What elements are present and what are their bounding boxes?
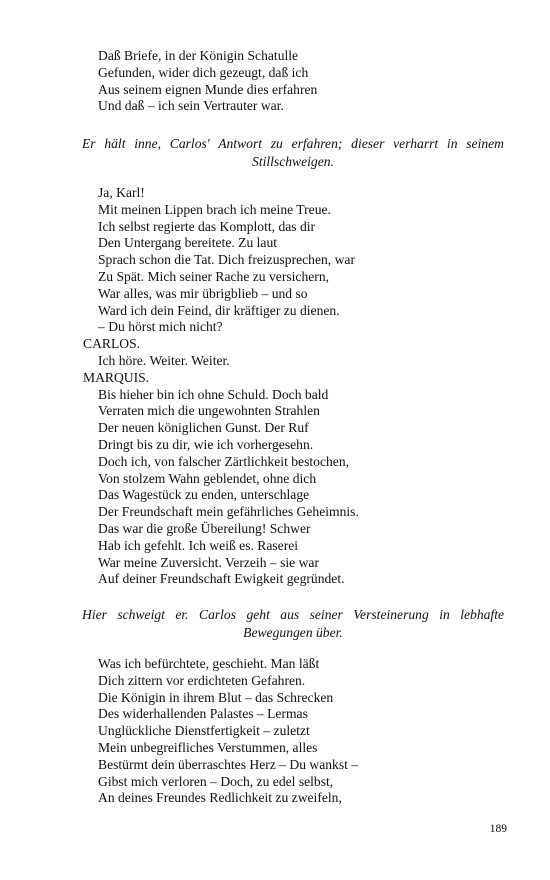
verse-line: Ich selbst regierte das Komplott, das dir — [98, 218, 316, 234]
verse-line: Zu Spät. Mich seiner Rache zu versichern, — [98, 268, 330, 284]
verse-line: Auf deiner Freundschaft Ewigkeit gegründet. — [98, 571, 345, 587]
verse-line: Der Freundschaft mein gefährliches Geheimnis. — [98, 504, 359, 520]
verse-line: – Du hörst mich nicht? — [98, 319, 223, 335]
verse-line: Ich höre. Weiter. Weiter. — [98, 352, 230, 368]
verse-block-3 — [0, 656, 550, 807]
verse-line: Mit meinen Lippen brach ich meine Treue. — [98, 201, 331, 217]
page-number: 189 — [489, 823, 507, 835]
speaker-marquis: MARQUIS. — [83, 369, 150, 385]
verse-line: Das Wagestück zu enden, unterschlage — [98, 487, 310, 503]
verse-line: Ward ich dein Feind, dir kräftiger zu dienen. — [98, 302, 340, 318]
speaker-carlos: CARLOS. — [83, 336, 141, 352]
verse-line: Von stolzem Wahn geblendet, ohne dich — [98, 470, 317, 486]
verse-line: Des widerhallenden Palastes – Lermas — [98, 706, 308, 722]
verse-line: Hab ich gefehlt. Ich weiß es. Raserei — [98, 537, 299, 553]
verse-line: War alles, was mir übrigblieb – und so — [98, 285, 308, 301]
stage-direction-2: Hier schweigt er. Carlos geht aus seiner Versteinerung in lebhafte Bewegungen über. — [82, 607, 504, 640]
verse-line: Mein unbegreifliches Verstummen, alles — [98, 739, 318, 755]
verse-line: Dich zittern vor erdichteten Gefahren. — [98, 672, 306, 688]
verse-line: Was ich befürchtete, geschieht. Man läßt — [98, 656, 320, 671]
verse-line: Ja, Karl! — [98, 185, 145, 200]
verse-line: Aus seinem eignen Munde dies erfahren — [98, 81, 318, 97]
verse-line: Den Untergang bereitete. Zu laut — [98, 235, 278, 251]
verse-block-1 — [0, 48, 550, 115]
verse-line: Gefunden, wider dich gezeugt, daß ich — [98, 64, 309, 80]
verse-line: Sprach schon die Tat. Dich freizusprechen, war — [98, 252, 355, 268]
verse-line: Doch ich, von falscher Zärtlichkeit bestochen, — [98, 453, 350, 469]
verse-block-2 — [0, 185, 550, 588]
verse-line: Gibst mich verloren – Doch, zu edel selbst, — [98, 773, 334, 789]
verse-line: Unglückliche Dienstfertigkeit – zuletzt — [98, 723, 310, 739]
verse-line: Bis hieher bin ich ohne Schuld. Doch bald — [98, 386, 329, 402]
verse-line: Daß Briefe, in der Königin Schatulle — [98, 48, 299, 63]
verse-line: An deines Freundes Redlichkeit zu zweifeln, — [98, 790, 342, 806]
verse-line: Das war die große Übereilung! Schwer — [98, 520, 311, 536]
stage-direction-1: Er hält inne, Carlos' Antwort zu erfahren; dieser verharrt in seinem Stillschweigen. — [82, 136, 504, 169]
verse-line: War meine Zuversicht. Verzeih – sie war — [98, 554, 319, 570]
verse-line: Die Königin in ihrem Blut – das Schrecken — [98, 689, 334, 705]
verse-line: Der neuen königlichen Gunst. Der Ruf — [98, 420, 309, 436]
verse-line: Und daß – ich sein Vertrauter war. — [98, 98, 284, 114]
verse-line: Bestürmt dein überraschtes Herz – Du wankst – — [98, 756, 359, 772]
verse-line: Verraten mich die ungewohnten Strahlen — [98, 403, 320, 419]
verse-line: Dringt bis zu dir, wie ich vorhergesehn. — [98, 436, 314, 452]
